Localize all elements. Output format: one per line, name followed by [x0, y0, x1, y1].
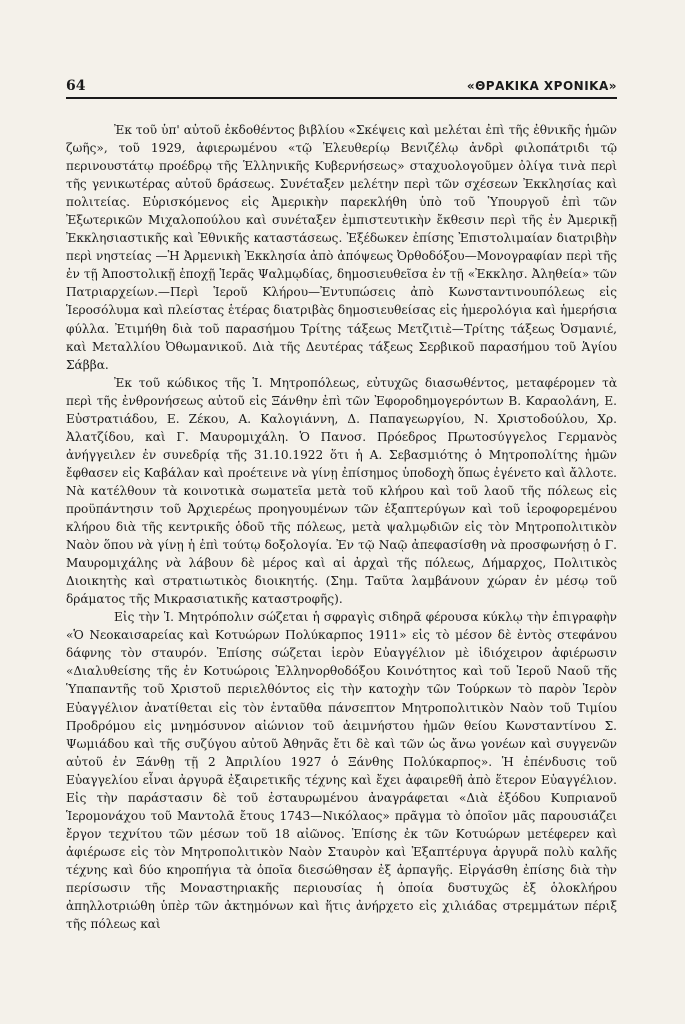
body-text — [66, 121, 617, 933]
page-header — [66, 78, 617, 99]
paragraph: Ἐκ τοῦ ὑπ' αὐτοῦ ἐκδοθέντος βιβλίου «Σκέψεις καὶ μελέται ἐπὶ τῆς ἐθνικῆς ἡμῶν ζωῆς», τοῦ 1929, ἀφιερωμένου «τῷ Ἐλευθερίῳ Βενιζέλῳ ἀνδρὶ φιλοπάτριδι τῷ περινουστάτῳ προέδρῳ τῆς Ἑλληνικῆς Κυβερνήσεως» σταχυολογοῦμεν ὀλίγα τινὰ περὶ τῆς γενικωτέρας αὐτοῦ δράσεως. Συνέταξεν μελέτην περὶ τῶν σχέσεων Ἐκκλησίας καὶ πολιτείας. Εὑρισκόμενος εἰς Ἀμερικὴν παρεκλήθη ὑπὸ τοῦ Ὑπουργοῦ ἐπὶ τῶν Ἐξωτερικῶν Μιχαλοπούλου καὶ συνέταξεν ἐμπιστευτικὴν ἔκθεσιν περὶ τῆς ἐν Ἀμερικῇ Ἐκκλησιαστικῆς καὶ Ἐθνικῆς καταστάσεως. Ἐξέδωκεν ἐπίσης Ἐπιστολιμαίαν διατριβὴν περὶ νηστείας —Ἡ Ἀρμενικὴ Ἐκκλησία ἀπὸ ἀπόψεως Ὀρθοδόξου—Μονογραφίαν περὶ τῆς ἐν τῇ Ἀποστολικῇ ἐποχῇ Ἱερᾶς Ψαλμῳδίας, δημοσιευθεῖσα ἐν τῇ «Ἐκκλησ. Ἀληθεία» τῶν Πατριαρχείων.—Περὶ Ἱεροῦ Κλήρου—Ἐντυπώσεις ἀπὸ Κωνσταντινουπόλεως εἰς Ἱεροσόλυμα καὶ πλείστας ἑτέρας διατριβὰς δημοσιευθείσας εἰς ἡμερολόγια καὶ ἡμερήσια φύλλα. Ἐτιμήθη διὰ τοῦ παρασήμου Τρίτης τάξεως Μετζιτιὲ—Τρίτης τάξεως Ὀσμανιέ, καὶ Μεταλλίου Ὀθωμανικοῦ. Διὰ τῆς Δευτέρας τάξεως Σερβικοῦ παρασήμου τοῦ Ἁγίου Σάββα. — [66, 123, 617, 372]
running-title: «ΘΡΑΚΙΚΑ ΧΡΟΝΙΚΑ» — [466, 79, 617, 93]
paragraph: Ἐκ τοῦ κώδικος τῆς Ἱ. Μητροπόλεως, εὐτυχῶς διασωθέντος, μεταφέρομεν τὰ περὶ τῆς ἐνθρονήσεως αὐτοῦ εἰς Ξάνθην ἐπὶ τῶν Ἐφοροδημογερόντων Β. Καραολάνη, Ε. Εὐστρατιάδου, Ε. Ζέκου, Α. Καλογιάννη, Δ. Παπαγεωργίου, Ν. Χριστοδούλου, Χρ. Ἀλατζίδου, καὶ Γ. Μαυρομιχάλη. Ὁ Πανοσ. Πρόεδρος Πρωτοσύγγελος Γερμανὸς ἀνήγγειλεν ἐν συνεδρίᾳ τῆς 31.10.1922 ὅτι ἡ Α. Σεβασμιότης ὁ Μητροπολίτης ἡμῶν ἔφθασεν εἰς Καβάλαν καὶ προέτεινε νὰ γίνῃ ἐπίσημος ὑποδοχὴ ὅπως ἐγένετο καὶ ἄλλοτε. Νὰ κατέλθουν τὰ κοινοτικὰ σωματεῖα μετὰ τοῦ κλήρου καὶ τοῦ λαοῦ τῆς πόλεως εἰς προϋπάντησιν τοῦ Ἀρχιερέως προηγουμένων τῶν ἑξαπτερύγων καὶ τοῦ ἱεροφορεμένου κλήρου διὰ τῆς κεντρικῆς ὁδοῦ τῆς πόλεως, μετὰ ψαλμῳδιῶν εἰς τὸν Μητροπολιτικὸν Ναὸν ὅπου νὰ γίνῃ ἡ ἐπὶ τούτῳ δοξολογία. Ἐν τῷ Ναῷ ἀπεφασίσθη νὰ προσφωνήσῃ ὁ Γ. Μαυρομιχάλης νὰ λάβουν δὲ μέρος καὶ αἱ ἀρχαὶ τῆς πόλεως, Δήμαρχος, Πολιτικὸς Διοικητὴς καὶ στρατιωτικὸς διοικητής. (Σημ. Ταῦτα λαμβάνουν χώραν ἐν μέσῳ τοῦ δράματος τῆς Μικρασιατικῆς καταστροφῆς). — [66, 375, 617, 607]
paragraph: Εἰς τὴν Ἱ. Μητρόπολιν σώζεται ἡ σφραγὶς σιδηρᾶ φέρουσα κύκλῳ τὴν ἐπιγραφὴν «Ὁ Νεοκαισαρείας καὶ Κοτυώρων Πολύκαρπος 1911» εἰς τὸ μέσον δὲ ἐντὸς στεφάνου δάφνης τὸν σταυρόν. Ἐπίσης σώζεται ἱερὸν Εὐαγγέλιον μὲ ἰδιόχειρον ἀφιέρωσιν «Διαλυθείσης τῆς ἐν Κοτυώροις Ἑλληνορθοδόξου Κοινότητος καὶ τοῦ Ἱεροῦ Ναοῦ τῆς Ὑπαπαντῆς τοῦ Χριστοῦ περιελθόντος εἰς τὴν κατοχὴν τῶν Τούρκων τὸ παρὸν Ἱερὸν Εὐαγγέλιον ἀνατίθεται εἰς τὸν ἐνταῦθα πάνσεπτον Μητροπολιτικὸν Ναὸν τοῦ Τιμίου Προδρόμου εἰς μνημόσυνον αἰώνιον τοῦ ἀειμνήστου ἡμῶν θείου Κωνσταντίνου Σ. Ψωμιάδου καὶ τῆς συζύγου αὐτοῦ Ἀθηνᾶς ἔτι δὲ καὶ τῶν ὡς ἄνω γονέων καὶ συγγενῶν αὐτοῦ ἐν Ξάνθῃ τῇ 2 Ἀπριλίου 1927 ὁ Ξάνθης Πολύκαρπος». Ἡ ἐπένδυσις τοῦ Εὐαγγελίου εἶναι ἀργυρᾶ ἐξαιρετικῆς τέχνης καὶ ἔχει ἀφαιρεθῆ ἀπὸ ἕτερον Εὐαγγέλιον. Εἰς τὴν παράστασιν δὲ τοῦ ἐσταυρωμένου ἀναγράφεται «Διὰ ἐξόδου Κυπριανοῦ Ἱερομονάχου τοῦ Μαντολᾶ ἔτους 1743—Νικόλαος» πρᾶγμα τὸ ὁποῖον μᾶς παρουσιάζει ἔργον τεχνίτου τῶν μέσων τοῦ 18 αἰῶνος. Ἐπίσης ἐκ τῶν Κοτυώρων μετέφερεν καὶ ἀφιέρωσε εἰς τὸν Μητροπολιτικὸν Ναὸν Σταυρὸν καὶ Ἑξαπτέρυγα ἀργυρᾶ πολὺ καλῆς τέχνης καὶ δύο κηροπήγια τὰ ὁποῖα διεσώθησαν ἐξ ἁρπαγῆς. Εἰργάσθη ἐπίσης διὰ τὴν περίσωσιν τῆς Μοναστηριακῆς περιουσίας ἡ ὁποία δυστυχῶς ἐξ ὁλοκλήρου ἀπηλλοτριώθη ὑπὲρ τῶν ἀκτημόνων καὶ ἥτις ἀνήρχετο εἰς χιλιάδας στρεμμάτων πέριξ τῆς πόλεως καὶ — [66, 610, 617, 932]
page-number: 64 — [66, 78, 86, 94]
